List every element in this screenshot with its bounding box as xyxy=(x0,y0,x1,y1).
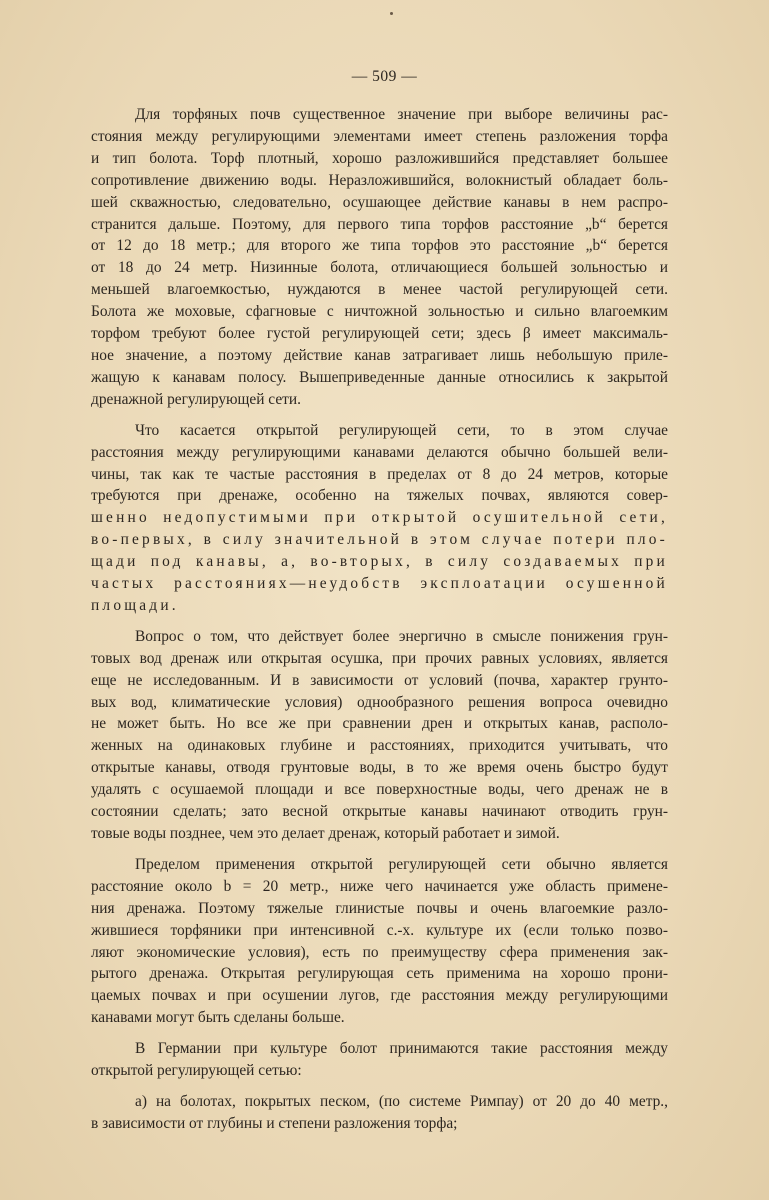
paragraph-germany xyxy=(91,1038,668,1082)
text-line: требуются при дренаже, особенно на тяжелых почвах, являются совер- xyxy=(91,487,668,505)
page-number: — 509 — xyxy=(351,68,418,85)
text-line: удалять с осушаемой площади и все поверхностные воды, чего дренаж не в xyxy=(91,781,668,799)
text-line: странится дальше. Поэтому, для первого типа торфов расстояние „b“ берется xyxy=(91,215,668,233)
text-line: от 12 до 18 метр.; для второго же типа торфов это расстояние „b“ берется xyxy=(91,237,668,255)
text-line: площади. xyxy=(91,596,179,614)
text-line: стояния между регулирующими элементами имеет степень разложения торфа xyxy=(91,127,668,145)
text-line: открытой регулирующей сетью: xyxy=(91,1062,302,1080)
text-line: дренажной регулирующей сети. xyxy=(91,390,301,408)
paragraph-peat-soils xyxy=(91,104,668,411)
text-line: расстояния между регулирующими канавами делаются обычно большей вели- xyxy=(91,443,668,461)
text-line: и тип болота. Торф плотный, хорошо разложившийся представляет большее xyxy=(91,149,668,167)
text-line: щади под канавы, а, во-вторых, в силу создаваемых при xyxy=(91,553,668,571)
text-line: торфом требуют более густой регулирующей сети; здесь β имеет максималь- xyxy=(91,325,668,343)
text-line: Болота же моховые, сфагновые с ничтожной зольностью и сильно влагоемким xyxy=(91,303,668,321)
text-line: канавами могут быть сделаны больше. xyxy=(91,1009,345,1027)
paragraph-item-a xyxy=(91,1091,668,1135)
text-line: Для торфяных почв существенное значение при выборе величины рас- xyxy=(135,106,668,123)
text-line: товых вод дренаж или открытая осушка, при прочих равных условиях, является xyxy=(91,649,668,667)
text-line: рытого дренажа. Открытая регулирующая сеть применима на хорошо прони- xyxy=(91,965,668,983)
paragraph-drainage-question xyxy=(91,626,668,845)
paragraph-open-network xyxy=(91,420,668,617)
text-line: товые воды позднее, чем это делает дренаж, который работает и зимой. xyxy=(91,825,560,842)
text-line: В Германии при культуре болот принимаются такие расстояния между xyxy=(135,1040,668,1058)
paragraph-application-limit xyxy=(91,854,668,1029)
text-line: частых расстояниях—неудобств эксплоатации осушенной xyxy=(91,575,668,593)
text-line: меньшей влагоемкостью, нуждаются в менее частой регулирующей сети. xyxy=(91,281,668,299)
text-line: еще не исследованным. И в зависимости от условий (почва, характер грунто- xyxy=(91,671,668,689)
text-line: не может быть. Но все же при сравнении дрен и открытых канав, располо- xyxy=(91,715,668,733)
text-line: сопротивление движению воды. Неразложившийся, волокнистый обладает боль- xyxy=(91,171,668,189)
print-speck xyxy=(390,12,393,15)
text-line: ное значение, а поэтому действие канав затрагивает лишь небольшую приле- xyxy=(91,346,668,364)
text-line: в зависимости от глубины и степени разложения торфа; xyxy=(91,1114,458,1132)
text-line: вых вод, климатические условия) однообразного решения вопроса очевидно xyxy=(91,693,668,711)
text-line: расстояние около b = 20 метр., ниже чего начинается уже область примене- xyxy=(91,877,668,895)
text-line: шенно недопустимыми при открытой осушительной сети, xyxy=(91,509,668,527)
text-line: во-первых, в силу значительной в этом случае потери пло- xyxy=(91,531,668,549)
body-text xyxy=(91,104,668,1144)
text-line: ния дренажа. Поэтому тяжелые глинистые почвы и очень влагоемкие разло- xyxy=(91,899,668,917)
text-line: жившиеся торфяники при интенсивной с.-х. культуре их (если только позво- xyxy=(91,921,668,939)
text-line: от 18 до 24 метр. Низинные болота, отличающиеся большей зольностью и xyxy=(91,259,668,277)
text-line: женных на одинаковых глубине и расстояниях, приходится учитывать, что xyxy=(91,737,668,755)
text-line: а) на болотах, покрытых песком, (по системе Римпау) от 20 до 40 метр., xyxy=(135,1092,668,1110)
text-line: открытые канавы, отводя грунтовые воды, в то же время очень быстро будут xyxy=(91,759,668,777)
text-line: цаемых почвах и при осушении лугов, где расстояния между регулирующими xyxy=(91,987,668,1005)
text-line: Пределом применения открытой регулирующей сети обычно является xyxy=(135,855,668,873)
text-line: ляют экономические условия), есть по преимуществу сфера применения зак- xyxy=(91,943,668,961)
text-line: чины, так как те частые расстояния в пределах от 8 до 24 метров, которые xyxy=(91,465,668,483)
text-line: жащую к канавам полосу. Вышеприведенные данные относились к закрытой xyxy=(91,368,668,386)
text-line: состоянии сделать; зато весной открытые канавы начинают отводить грун- xyxy=(91,803,668,821)
text-line: шей скважностью, следовательно, осушающее действие канавы в нем распро- xyxy=(91,193,668,211)
text-line: Вопрос о том, что действует более энергично в смысле понижения грун- xyxy=(135,627,668,645)
text-line: Что касается открытой регулирующей сети, то в этом случае xyxy=(135,421,668,439)
